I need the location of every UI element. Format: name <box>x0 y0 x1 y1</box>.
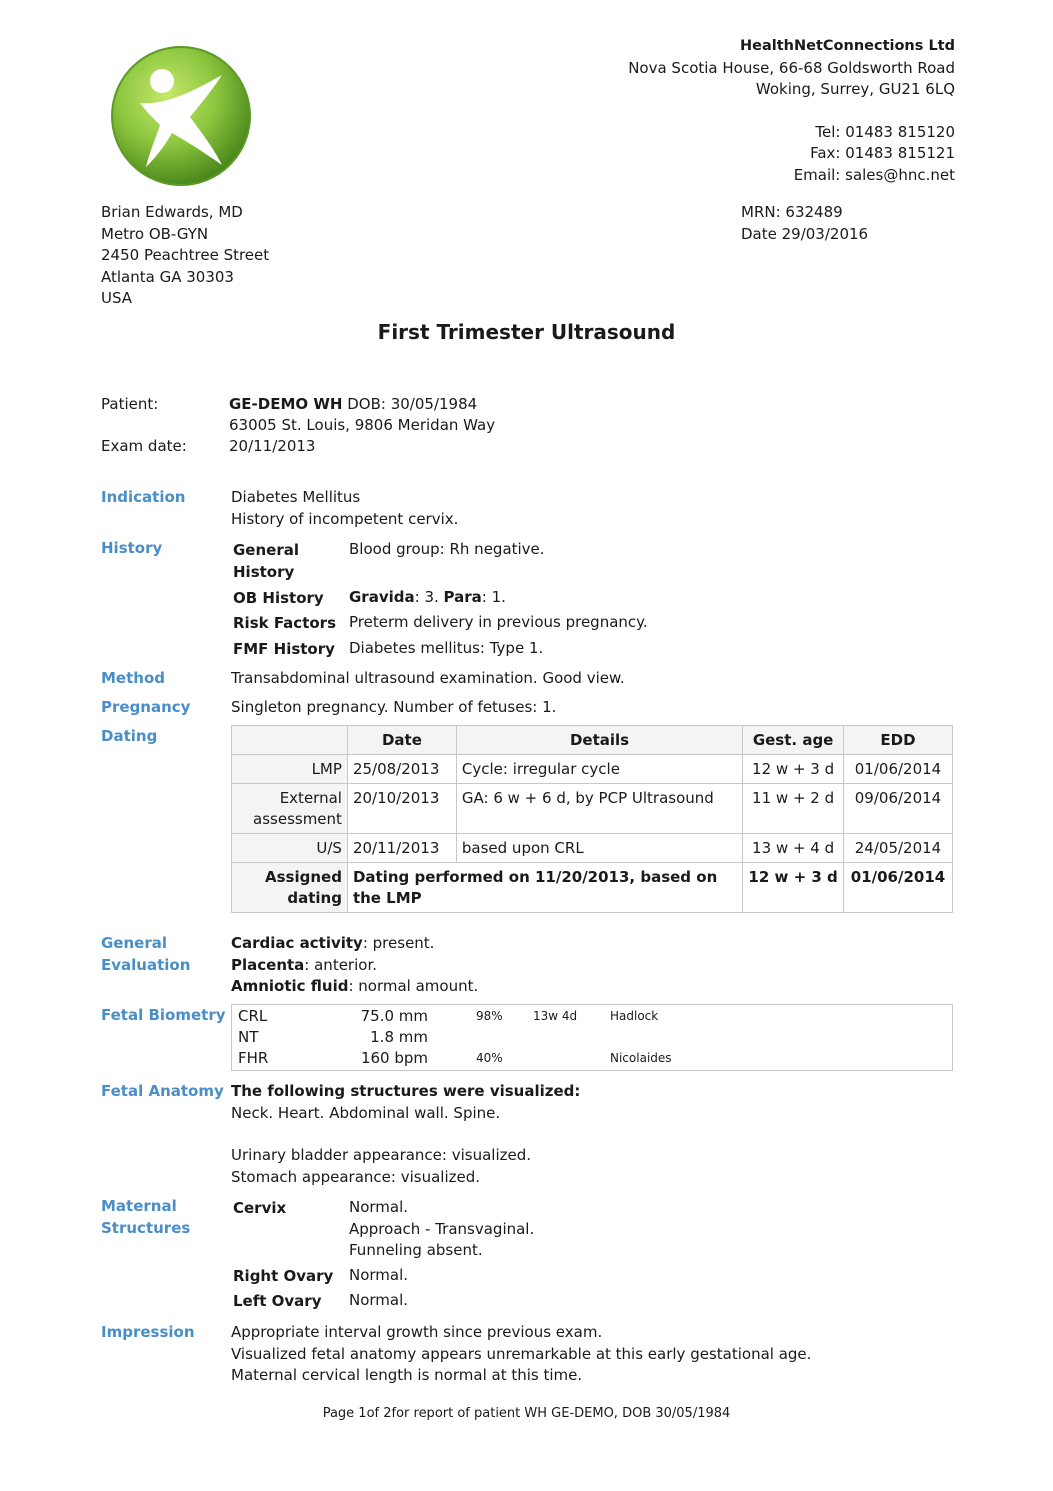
indication-line: Diabetes Mellitus <box>231 488 361 506</box>
table-row <box>232 1049 952 1070</box>
dating-details: GA: 6 w + 6 d, by PCP Ultrasound <box>456 784 742 834</box>
section-method-label: Method <box>101 669 165 687</box>
section-indication-label: Indication <box>101 488 186 506</box>
history-fmf-value: Diabetes mellitus: Type 1. <box>349 639 544 657</box>
cervix-line: Funneling absent. <box>349 1241 483 1259</box>
company-address-line2: Woking, Surrey, GU21 6LQ <box>755 80 955 98</box>
biometry-value: 160 bpm <box>360 1049 428 1067</box>
addressee-line: Metro OB-GYN <box>101 224 209 243</box>
history-risk-value: Preterm delivery in previous pregnancy. <box>349 613 648 631</box>
dating-header-cell: EDD <box>844 726 953 755</box>
biometry-percentile: 40% <box>476 1051 503 1065</box>
dating-row-label: U/S <box>232 834 348 863</box>
mrn: MRN: 632489 <box>741 203 843 221</box>
biometry-reference: Nicolaides <box>610 1051 672 1065</box>
history-fmf-key: FMF History <box>233 640 335 658</box>
addressee-line: USA <box>101 289 133 307</box>
patient-value <box>229 394 495 457</box>
addressee-line: Atlanta GA 30303 <box>101 267 234 286</box>
biometry-value: 75.0 mm <box>360 1007 428 1025</box>
dating-header-cell: Date <box>347 726 456 755</box>
company-tel: Tel: 01483 815120 <box>815 122 955 141</box>
dating-row-label: LMP <box>232 755 348 784</box>
section-history-label: History <box>101 539 163 557</box>
company-info <box>628 36 955 186</box>
biometry-reference: Hadlock <box>610 1009 659 1023</box>
addressee-block <box>101 202 269 310</box>
company-fax: Fax: 01483 815121 <box>810 144 955 162</box>
placenta-value: : anterior. <box>304 955 377 974</box>
dating-header-row <box>232 726 953 755</box>
report-title: First Trimester Ultrasound <box>377 320 676 344</box>
dating-ga: 12 w + 3 d <box>743 755 844 784</box>
patient-address: 63005 St. Louis, 9806 Meridan Way <box>229 416 496 434</box>
cervix-key: Cervix <box>233 1199 287 1217</box>
table-row <box>232 1007 952 1028</box>
table-row <box>232 784 953 834</box>
placenta-key: Placenta <box>231 955 305 974</box>
dating-table <box>231 725 953 913</box>
indication-text <box>231 487 458 530</box>
right-ovary-value: Normal. <box>349 1266 409 1284</box>
dating-ga: 11 w + 2 d <box>743 784 844 834</box>
company-address-line1: Nova Scotia House, 66-68 Goldsworth Road <box>628 58 955 77</box>
patient-label: Patient: <box>101 395 159 413</box>
section-dating-label: Dating <box>101 727 158 745</box>
history-ob-key: OB History <box>233 589 324 607</box>
section-maternal-structures-label: Maternal Structures <box>101 1197 191 1237</box>
table-row <box>232 755 953 784</box>
fetal-biometry-table <box>231 1004 953 1071</box>
history-general-key: General History <box>233 541 299 581</box>
history-general-value: Blood group: Rh negative. <box>349 540 545 558</box>
report-date: Date 29/03/2016 <box>741 224 869 243</box>
impression-text <box>231 1322 811 1387</box>
mrn-block <box>741 202 868 245</box>
table-row <box>232 1028 952 1049</box>
amniotic-key: Amniotic fluid <box>231 977 349 995</box>
dating-details: Cycle: irregular cycle <box>456 755 742 784</box>
dating-date: 20/11/2013 <box>347 834 456 863</box>
cardiac-key: Cardiac activity <box>231 934 363 952</box>
section-general-evaluation-label: General Evaluation <box>101 934 191 974</box>
dating-ga: 13 w + 4 d <box>743 834 844 863</box>
dating-date: 25/08/2013 <box>347 755 456 784</box>
table-row <box>232 863 953 913</box>
para-key: Para <box>443 588 482 606</box>
indication-line: History of incompetent cervix. <box>231 509 459 528</box>
biometry-ga: 13w 4d <box>533 1009 578 1023</box>
dating-details: Dating performed on 11/20/2013, based on the LMP <box>347 863 742 913</box>
dating-edd: 01/06/2014 <box>844 863 953 913</box>
history-ob-value <box>349 587 506 609</box>
history-risk-key: Risk Factors <box>233 614 337 632</box>
anatomy-line: Urinary bladder appearance: visualized. <box>231 1146 532 1164</box>
left-ovary-value: Normal. <box>349 1291 409 1309</box>
page-footer: Page 1of 2for report of patient WH GE-DEMO, DOB 30/05/1984 <box>322 1406 731 1421</box>
pregnancy-text: Singleton pregnancy. Number of fetuses: 1. <box>231 698 557 716</box>
impression-line: Visualized fetal anatomy appears unremarkable at this early gestational age. <box>231 1344 812 1363</box>
cardiac-value: : present. <box>362 934 435 952</box>
dating-row-label: Assigned dating <box>232 863 348 913</box>
addressee-line: 2450 Peachtree Street <box>101 246 270 264</box>
section-pregnancy-label: Pregnancy <box>101 698 191 716</box>
patient-name: GE-DEMO WH <box>229 395 343 413</box>
anatomy-line: Stomach appearance: visualized. <box>231 1167 481 1186</box>
company-logo <box>110 45 252 187</box>
dating-edd: 01/06/2014 <box>844 755 953 784</box>
biometry-name: NT <box>238 1028 259 1046</box>
biometry-percentile: 98% <box>476 1009 503 1023</box>
general-evaluation-text <box>231 933 478 998</box>
anatomy-heading: The following structures were visualized: <box>231 1082 581 1100</box>
dating-header-cell: Details <box>456 726 742 755</box>
impression-line: Maternal cervical length is normal at this time. <box>231 1366 583 1384</box>
addressee-line: Brian Edwards, MD <box>101 203 243 221</box>
biometry-value: 1.8 mm <box>370 1028 428 1046</box>
dating-header-cell: Gest. age <box>743 726 844 755</box>
section-impression-label: Impression <box>101 1323 195 1341</box>
anatomy-line: Neck. Heart. Abdominal wall. Spine. <box>231 1103 501 1122</box>
exam-date: 20/11/2013 <box>229 437 316 455</box>
cervix-line: Approach - Transvaginal. <box>349 1219 535 1238</box>
left-ovary-key: Left Ovary <box>233 1292 322 1310</box>
dating-details: based upon CRL <box>456 834 742 863</box>
cervix-line: Normal. <box>349 1198 409 1216</box>
section-fetal-anatomy-label: Fetal Anatomy <box>101 1082 224 1100</box>
cervix-value <box>349 1197 534 1262</box>
dating-row-label: External assessment <box>232 784 348 834</box>
exam-date-label: Exam date: <box>101 437 187 455</box>
gravida-value: : 3. <box>414 588 444 606</box>
right-ovary-key: Right Ovary <box>233 1267 334 1285</box>
biometry-name: FHR <box>238 1049 269 1067</box>
impression-line: Appropriate interval growth since previous exam. <box>231 1323 603 1341</box>
gravida-key: Gravida <box>349 588 415 606</box>
biometry-name: CRL <box>238 1007 268 1025</box>
dating-date: 20/10/2013 <box>347 784 456 834</box>
amniotic-value: : normal amount. <box>348 977 479 995</box>
fetal-anatomy-text <box>231 1081 580 1188</box>
dating-ga: 12 w + 3 d <box>743 863 844 913</box>
company-name: HealthNetConnections Ltd <box>740 38 955 54</box>
para-value: : 1. <box>481 588 506 606</box>
dating-header-cell <box>232 726 348 755</box>
dating-edd: 09/06/2014 <box>844 784 953 834</box>
section-fetal-biometry-label: Fetal Biometry <box>101 1006 226 1024</box>
dating-edd: 24/05/2014 <box>844 834 953 863</box>
patient-dob: DOB: 30/05/1984 <box>342 395 478 413</box>
table-row <box>232 834 953 863</box>
method-text: Transabdominal ultrasound examination. Good view. <box>231 669 625 687</box>
company-email: Email: sales@hnc.net <box>793 165 955 184</box>
